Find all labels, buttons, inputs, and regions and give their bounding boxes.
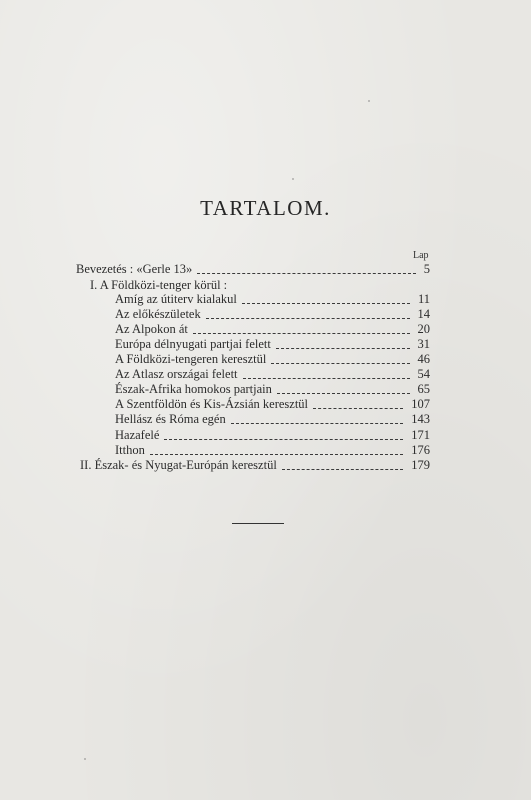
paper-speck xyxy=(84,758,86,760)
page-column-header: Lap xyxy=(413,250,429,261)
toc-page-number: 54 xyxy=(417,367,430,381)
dot-leader xyxy=(193,333,410,334)
toc-page-number: 176 xyxy=(411,443,430,457)
toc-entry-label: Európa délnyugati partjai felett xyxy=(115,337,271,351)
toc-page-number: 107 xyxy=(411,397,430,411)
toc-page-number: 171 xyxy=(411,428,430,442)
closing-rule xyxy=(232,523,284,524)
toc-entry-label: Az Atlasz országai felett xyxy=(115,367,238,381)
toc-page-number: 20 xyxy=(417,322,430,336)
toc-entry-label: Itthon xyxy=(115,443,145,457)
toc-entry-atlas xyxy=(115,367,430,382)
toc-section-1-heading xyxy=(90,278,430,293)
dot-leader xyxy=(164,439,403,440)
toc-entry-north-africa xyxy=(115,382,430,397)
dot-leader xyxy=(276,348,410,349)
toc-entry-label: Hellász és Róma egén xyxy=(115,412,226,426)
toc-entry-label: II. Észak- és Nyugat-Európán keresztül xyxy=(80,458,277,472)
toc-entry-label: Hazafelé xyxy=(115,428,160,442)
toc-entry-label: Amíg az útiterv kialakul xyxy=(115,292,237,306)
dot-leader xyxy=(271,363,409,364)
toc-page-number: 11 xyxy=(417,292,430,306)
dot-leader xyxy=(282,469,403,470)
toc-entry-homeward xyxy=(115,428,430,443)
toc-page-number: 5 xyxy=(423,262,430,276)
toc-entry-label: Bevezetés : «Gerle 13» xyxy=(76,262,193,276)
paper-speck xyxy=(292,178,294,180)
toc-entry-label: Észak-Afrika homokos partjain xyxy=(115,382,272,396)
toc-page-number: 143 xyxy=(411,412,430,426)
dot-leader xyxy=(150,454,403,455)
toc-entry-label: A Szentföldön és Kis-Ázsián keresztül xyxy=(115,397,309,411)
toc-section-2-heading xyxy=(80,458,430,473)
toc-entry-holy-land xyxy=(115,397,430,412)
toc-page-number: 65 xyxy=(417,382,430,396)
dot-leader xyxy=(197,273,415,274)
toc-entry-label: Az Alpokon át xyxy=(115,322,188,336)
toc-entry-label: A Földközi-tengeren keresztül xyxy=(115,352,267,366)
toc-page-number: 179 xyxy=(411,458,430,472)
toc-entry-itinerary xyxy=(115,292,430,307)
dot-leader xyxy=(243,378,410,379)
toc-page-number: 46 xyxy=(417,352,430,366)
toc-page-number: 31 xyxy=(417,337,430,351)
paper-speck xyxy=(368,100,370,102)
toc-entry-alps xyxy=(115,322,430,337)
toc-page-number: 14 xyxy=(417,307,430,321)
dot-leader xyxy=(242,303,410,304)
dot-leader xyxy=(313,408,403,409)
toc-entry-introduction xyxy=(76,262,430,277)
dot-leader xyxy=(231,423,404,424)
toc-entry-southwest-europe xyxy=(115,337,430,352)
dot-leader xyxy=(277,393,410,394)
dot-leader xyxy=(206,318,410,319)
toc-entry-at-home xyxy=(115,443,430,458)
page-title: TARTALOM. xyxy=(200,196,331,220)
toc-entry-mediterranean xyxy=(115,352,430,367)
toc-entry-hellas-rome xyxy=(115,412,430,427)
toc-entry-preparations xyxy=(115,307,430,322)
toc-entry-label: Az előkészületek xyxy=(115,307,201,321)
toc-entry-label: I. A Földközi-tenger körül : xyxy=(90,278,228,292)
